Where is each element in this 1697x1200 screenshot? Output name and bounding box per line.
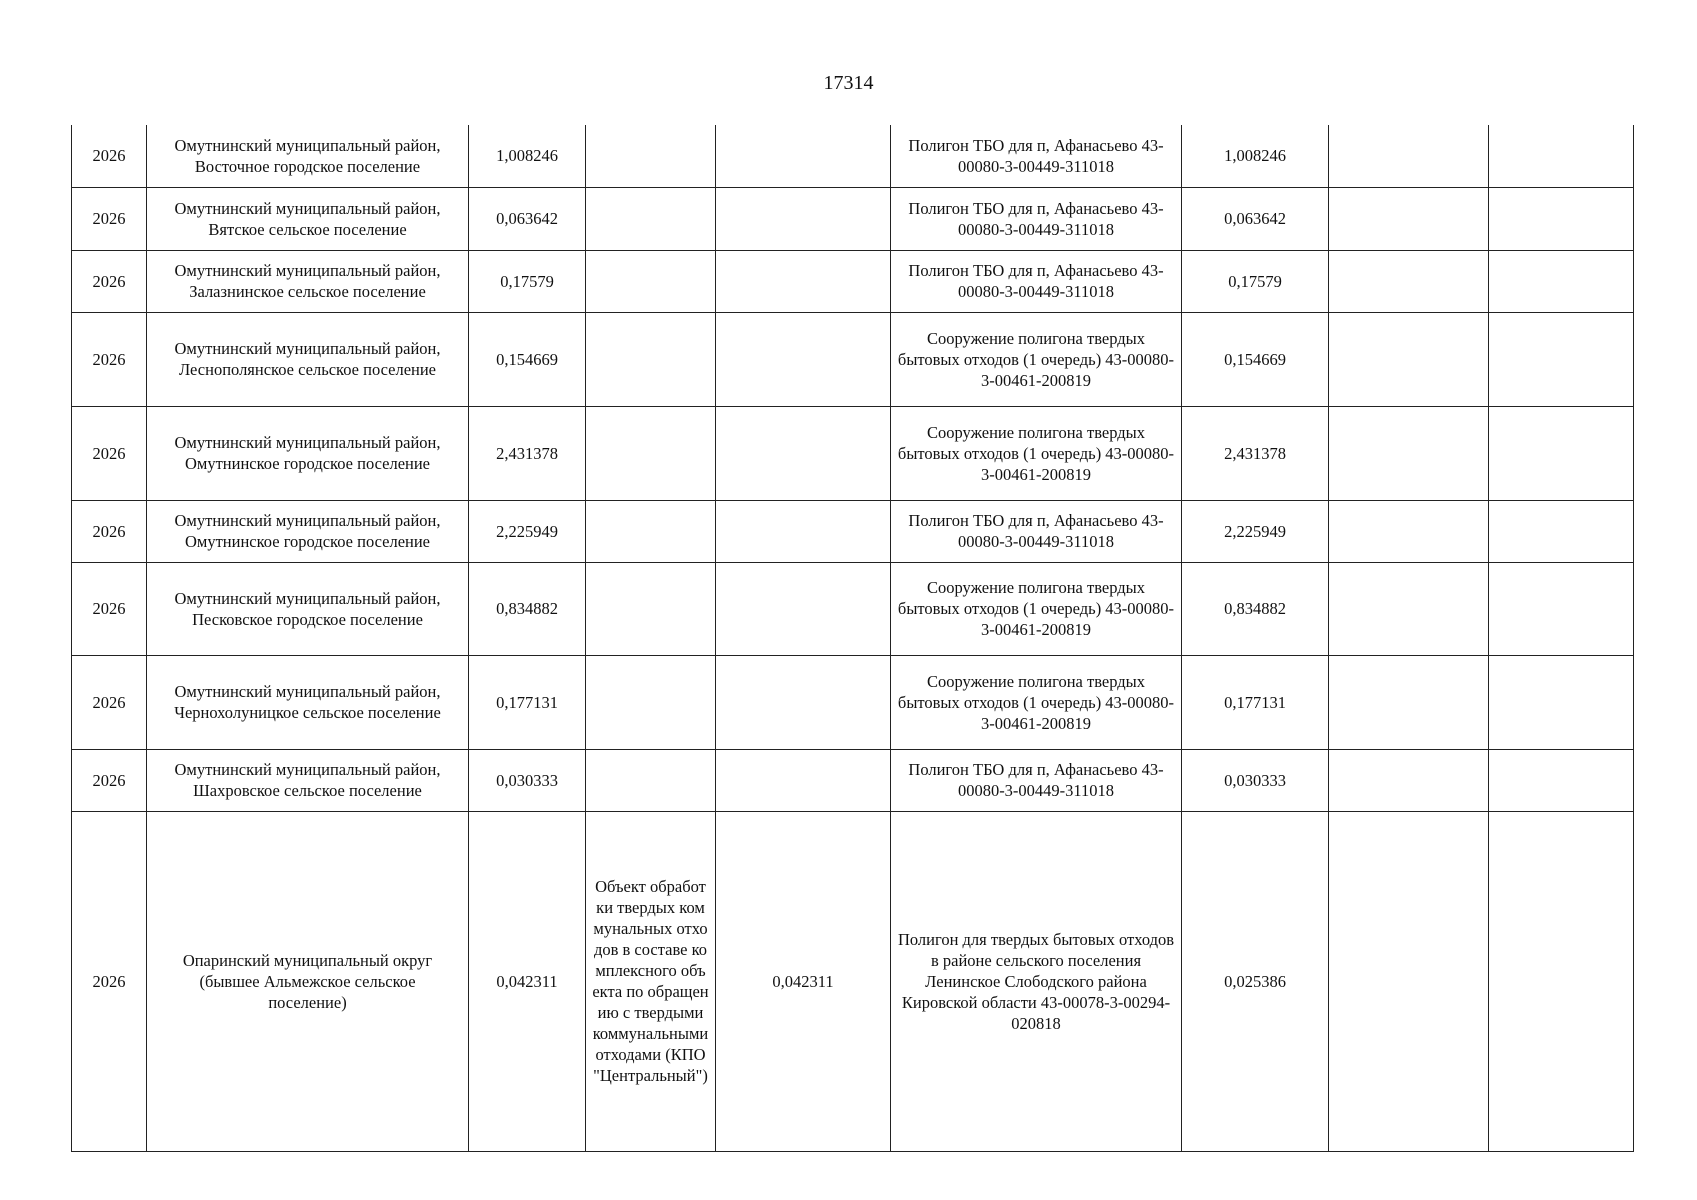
mass-cell: 0,17579 (469, 250, 586, 312)
extra-cell (1489, 125, 1634, 187)
extra-cell (1329, 655, 1489, 749)
table-row (72, 125, 1634, 187)
extra-cell (1329, 406, 1489, 500)
landfill-cell: Полигон ТБО для п, Афанасьево 43-00080-3-00449-311018 (891, 749, 1182, 811)
extra-cell (1329, 811, 1489, 1151)
landfill-cell: Полигон ТБО для п, Афанасьево 43-00080-3-00449-311018 (891, 187, 1182, 250)
extra-cell (1329, 312, 1489, 406)
landfill-cell: Полигон ТБО для п, Афанасьево 43-00080-3-00449-311018 (891, 500, 1182, 562)
processing-mass-cell (716, 125, 891, 187)
landfill-mass-cell: 2,225949 (1182, 500, 1329, 562)
processing-object-cell (586, 655, 716, 749)
extra-cell (1489, 811, 1634, 1151)
landfill-cell: Сооружение полигона твердых бытовых отходов (1 очередь) 43-00080-3-00461-200819 (891, 406, 1182, 500)
year-cell: 2026 (72, 500, 147, 562)
mass-cell: 0,834882 (469, 562, 586, 655)
processing-object-cell: Объект обработки твердых коммунальных отходов в составе комплексного объекта по обращению с твердыми коммунальными отходами (КПО "Центральный") (586, 811, 716, 1151)
municipality-cell: Омутнинский муниципальный район, Песковское городское поселение (147, 562, 469, 655)
processing-object-cell (586, 749, 716, 811)
table-row (72, 187, 1634, 250)
processing-mass-cell (716, 187, 891, 250)
processing-mass-cell (716, 562, 891, 655)
landfill-mass-cell: 0,834882 (1182, 562, 1329, 655)
processing-object-cell (586, 125, 716, 187)
mass-cell: 0,177131 (469, 655, 586, 749)
extra-cell (1489, 500, 1634, 562)
extra-cell (1489, 655, 1634, 749)
landfill-cell: Полигон ТБО для п, Афанасьево 43-00080-3-00449-311018 (891, 250, 1182, 312)
processing-object-cell (586, 312, 716, 406)
landfill-cell: Полигон ТБО для п, Афанасьево 43-00080-3-00449-311018 (891, 125, 1182, 187)
mass-cell: 0,154669 (469, 312, 586, 406)
processing-mass-cell (716, 312, 891, 406)
landfill-mass-cell: 0,154669 (1182, 312, 1329, 406)
mass-cell: 2,431378 (469, 406, 586, 500)
landfill-cell: Сооружение полигона твердых бытовых отходов (1 очередь) 43-00080-3-00461-200819 (891, 655, 1182, 749)
extra-cell (1489, 250, 1634, 312)
landfill-mass-cell: 0,17579 (1182, 250, 1329, 312)
municipality-cell: Опаринский муниципальный округ (бывшее Альмежское сельское поселение) (147, 811, 469, 1151)
year-cell: 2026 (72, 187, 147, 250)
extra-cell (1489, 749, 1634, 811)
processing-object-cell (586, 187, 716, 250)
municipality-cell: Омутнинский муниципальный район, Омутнинское городское поселение (147, 500, 469, 562)
municipality-cell: Омутнинский муниципальный район, Леснополянское сельское поселение (147, 312, 469, 406)
year-cell: 2026 (72, 406, 147, 500)
year-cell: 2026 (72, 562, 147, 655)
municipality-cell: Омутнинский муниципальный район, Восточное городское поселение (147, 125, 469, 187)
year-cell: 2026 (72, 250, 147, 312)
extra-cell (1329, 500, 1489, 562)
landfill-cell: Полигон для твердых бытовых отходов в районе сельского поселения Ленинское Слободского района Кировской области 43-00078-3-00294-020818 (891, 811, 1182, 1151)
extra-cell (1489, 312, 1634, 406)
table-row (72, 500, 1634, 562)
extra-cell (1489, 187, 1634, 250)
landfill-mass-cell: 0,030333 (1182, 749, 1329, 811)
landfill-mass-cell: 2,431378 (1182, 406, 1329, 500)
year-cell: 2026 (72, 811, 147, 1151)
municipality-cell: Омутнинский муниципальный район, Залазнинское сельское поселение (147, 250, 469, 312)
processing-object-cell (586, 250, 716, 312)
processing-object-cell (586, 562, 716, 655)
landfill-cell: Сооружение полигона твердых бытовых отходов (1 очередь) 43-00080-3-00461-200819 (891, 312, 1182, 406)
landfill-mass-cell: 0,177131 (1182, 655, 1329, 749)
landfill-mass-cell: 1,008246 (1182, 125, 1329, 187)
extra-cell (1329, 187, 1489, 250)
processing-mass-cell (716, 250, 891, 312)
extra-cell (1489, 562, 1634, 655)
extra-cell (1489, 406, 1634, 500)
landfill-cell: Сооружение полигона твердых бытовых отходов (1 очередь) 43-00080-3-00461-200819 (891, 562, 1182, 655)
year-cell: 2026 (72, 655, 147, 749)
table-row (72, 312, 1634, 406)
year-cell: 2026 (72, 312, 147, 406)
waste-flow-table (71, 125, 1634, 1152)
year-cell: 2026 (72, 749, 147, 811)
page-number: 17314 (823, 72, 874, 94)
mass-cell: 0,030333 (469, 749, 586, 811)
table-row (72, 250, 1634, 312)
municipality-cell: Омутнинский муниципальный район, Вятское сельское поселение (147, 187, 469, 250)
municipality-cell: Омутнинский муниципальный район, Шахровское сельское поселение (147, 749, 469, 811)
year-cell: 2026 (72, 125, 147, 187)
processing-mass-cell (716, 500, 891, 562)
mass-cell: 0,063642 (469, 187, 586, 250)
table-row (72, 655, 1634, 749)
table-row (72, 811, 1634, 1151)
municipality-cell: Омутнинский муниципальный район, Чернохолуницкое сельское поселение (147, 655, 469, 749)
processing-mass-cell (716, 406, 891, 500)
municipality-cell: Омутнинский муниципальный район, Омутнинское городское поселение (147, 406, 469, 500)
landfill-mass-cell: 0,063642 (1182, 187, 1329, 250)
table-row (72, 562, 1634, 655)
mass-cell: 1,008246 (469, 125, 586, 187)
processing-object-cell (586, 406, 716, 500)
table-row (72, 406, 1634, 500)
mass-cell: 0,042311 (469, 811, 586, 1151)
landfill-mass-cell: 0,025386 (1182, 811, 1329, 1151)
extra-cell (1329, 125, 1489, 187)
extra-cell (1329, 250, 1489, 312)
mass-cell: 2,225949 (469, 500, 586, 562)
processing-mass-cell (716, 749, 891, 811)
processing-mass-cell (716, 655, 891, 749)
processing-object-cell (586, 500, 716, 562)
processing-mass-cell: 0,042311 (716, 811, 891, 1151)
extra-cell (1329, 749, 1489, 811)
table-row (72, 749, 1634, 811)
extra-cell (1329, 562, 1489, 655)
